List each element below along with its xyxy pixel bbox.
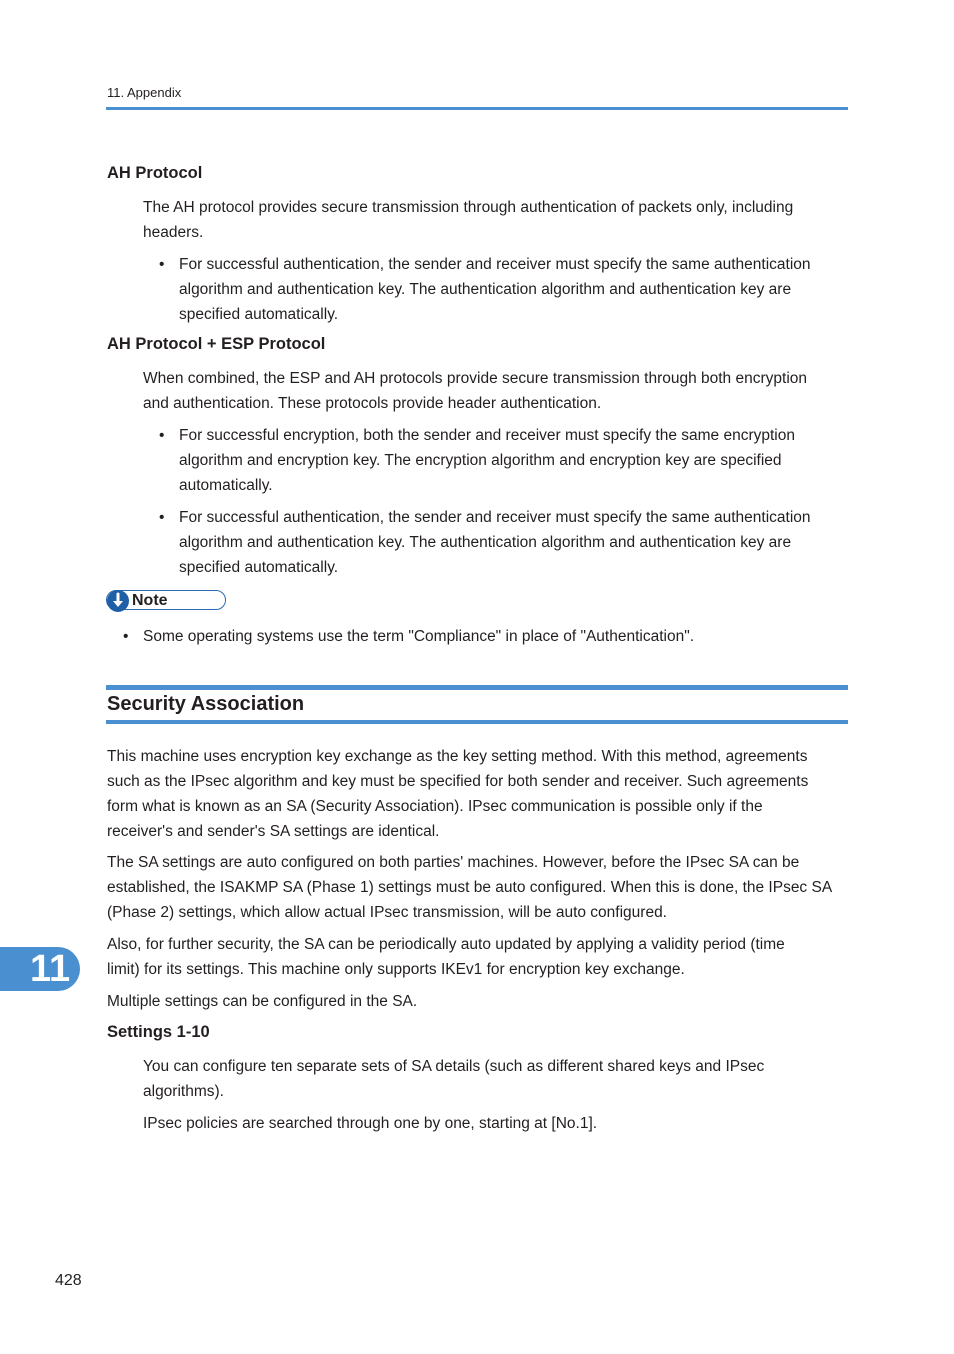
- text-line: Also, for further security, the SA can be periodically auto updated by applying a validity period (time: [107, 936, 785, 953]
- text-line: algorithm and authentication key. The authentication algorithm and authentication key are: [179, 281, 792, 298]
- term-settings: Settings 1-10: [107, 1023, 210, 1041]
- text-line: specified automatically.: [179, 306, 339, 323]
- note-item: Some operating systems use the term "Compliance" in place of "Authentication".: [143, 628, 695, 645]
- note-label: Note: [132, 592, 168, 609]
- text-line: such as the IPsec algorithm and key must be specified for both sender and receiver. Such agreements: [107, 773, 809, 790]
- text-line: algorithm and encryption key. The encryption algorithm and encryption key are specified: [179, 452, 782, 469]
- text-line: automatically.: [179, 477, 273, 494]
- down-arrow-icon: [107, 590, 129, 612]
- ahesp-description: [143, 366, 807, 416]
- text-line: limit) for its settings. This machine only supports IKEv1 for encryption key exchange.: [107, 961, 685, 978]
- sa-paragraph-3: [107, 932, 785, 982]
- text-line: For successful encryption, both the sender and receiver must specify the same encryption: [179, 427, 795, 444]
- ahesp-bullet-encryption: [179, 423, 795, 498]
- bullet-marker: •: [123, 628, 129, 645]
- bullet-marker: •: [159, 256, 165, 273]
- term-ah-protocol: AH Protocol: [107, 164, 203, 182]
- term-ah-esp-protocol: AH Protocol + ESP Protocol: [107, 335, 326, 353]
- chapter-tab-number: 11: [30, 948, 71, 990]
- section-title: Security Association: [107, 693, 305, 715]
- settings-description: [143, 1054, 764, 1104]
- ahesp-bullet-authentication: [179, 505, 811, 580]
- text-line: algorithm and authentication key. The authentication algorithm and authentication key are: [179, 534, 792, 551]
- bullet-marker: •: [159, 509, 165, 526]
- text-line: When combined, the ESP and AH protocols provide secure transmission through both encryption: [143, 370, 808, 387]
- page-number: 428: [55, 1272, 82, 1289]
- ah-description: [143, 195, 793, 245]
- settings-search-order: IPsec policies are searched through one by one, starting at [No.1].: [143, 1115, 598, 1132]
- text-line: specified automatically.: [179, 559, 339, 576]
- text-line: This machine uses encryption key exchange as the key setting method. With this method, agreements: [107, 748, 808, 765]
- ah-bullet: [179, 252, 811, 327]
- text-line: For successful authentication, the sender and receiver must specify the same authentication: [179, 509, 811, 526]
- text-line: algorithms).: [143, 1083, 224, 1100]
- text-line: The AH protocol provides secure transmission through authentication of packets only, including: [143, 199, 794, 216]
- bullet-marker: •: [159, 427, 165, 444]
- header-rule: [106, 107, 848, 110]
- chapter-tab: [0, 947, 80, 991]
- text-line: For successful authentication, the sender and receiver must specify the same authentication: [179, 256, 811, 273]
- running-header: 11. Appendix: [107, 85, 182, 100]
- text-line: (Phase 2) settings, which allow actual IPsec transmission, will be auto configured.: [107, 904, 667, 921]
- note-badge: [106, 590, 226, 610]
- text-line: established, the ISAKMP SA (Phase 1) settings must be auto configured. When this is done, the IPsec SA: [107, 879, 833, 896]
- section-rule-bottom: [106, 720, 848, 724]
- text-line: and authentication. These protocols provide header authentication.: [143, 395, 602, 412]
- sa-paragraph-4: Multiple settings can be configured in the SA.: [107, 993, 418, 1010]
- text-line: You can configure ten separate sets of SA details (such as different shared keys and IPsec: [143, 1058, 765, 1075]
- sa-paragraph-1: [107, 744, 808, 844]
- sa-paragraph-2: [107, 850, 832, 925]
- text-line: The SA settings are auto configured on both parties' machines. However, before the IPsec SA can be: [107, 854, 800, 871]
- text-line: receiver's and sender's SA settings are identical.: [107, 823, 440, 840]
- text-line: headers.: [143, 224, 204, 241]
- text-line: form what is known as an SA (Security Association). IPsec communication is possible only if the: [107, 798, 763, 815]
